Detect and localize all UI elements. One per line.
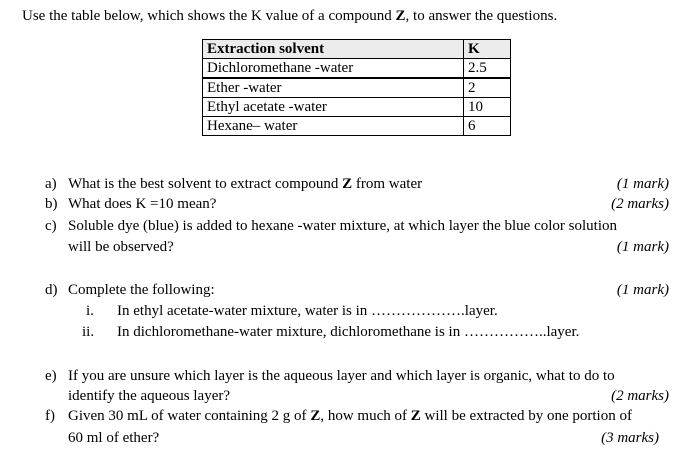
question-d-letter: d): [45, 282, 58, 298]
question-d-marks: (1 mark): [616, 282, 669, 298]
question-a-text: [68, 174, 422, 194]
question-f-end: will be extracted by one portion of: [420, 408, 632, 424]
question-c-line1: Soluble dye (blue) is added to hexane -water mixture, at which layer the blue color solution: [68, 218, 618, 234]
question-f-post: , how much of: [320, 408, 411, 424]
question-b-text: What does K =10 mean?: [68, 196, 217, 212]
question-b-marks: (2 marks): [611, 196, 669, 212]
header-extraction-solvent: Extraction solvent: [203, 40, 464, 59]
question-a-marks: (1 mark): [616, 176, 669, 192]
table-cell-k: 2: [464, 78, 511, 98]
question-f-line2: 60 ml of ether?: [68, 430, 160, 446]
question-f-marks: (3 marks): [601, 430, 659, 446]
table-row: [203, 78, 511, 98]
table-row: [203, 59, 511, 79]
table-row: [203, 98, 511, 117]
question-a-letter: a): [45, 176, 57, 192]
table-cell-k: 2.5: [464, 59, 511, 79]
table-cell-k: 6: [464, 117, 511, 136]
intro-post: , to answer the questions.: [405, 8, 558, 24]
table-header-row: [203, 40, 511, 59]
table-cell-solvent: Ethyl acetate -water: [203, 98, 464, 117]
question-d-item-num: i.: [86, 303, 94, 319]
header-k: K: [464, 40, 511, 59]
question-a-post: from water: [352, 176, 423, 192]
question-a-pre: What is the best solvent to extract compound: [68, 176, 343, 192]
question-a-bold: Z: [342, 176, 353, 192]
table-cell-solvent: Hexane– water: [203, 117, 464, 136]
question-f-line1: [68, 406, 632, 426]
table-row: [203, 117, 511, 136]
question-f-bold2: Z: [410, 408, 421, 424]
question-c-marks: (1 mark): [616, 239, 669, 255]
intro-pre: Use the table below, which shows the K value of a compound: [22, 8, 396, 24]
question-b-letter: b): [45, 196, 58, 212]
question-f-bold: Z: [310, 408, 321, 424]
question-d-item-text: In dichloromethane-water mixture, dichloromethane is in ……………..layer.: [117, 324, 580, 340]
question-f-letter: f): [45, 408, 55, 424]
question-c-letter: c): [45, 218, 57, 234]
table-cell-solvent: Dichloromethane -water: [203, 59, 464, 79]
k-value-table: [202, 39, 511, 136]
intro-text: [22, 6, 557, 26]
question-c-line2: will be observed?: [68, 239, 174, 255]
table-cell-solvent: Ether -water: [203, 78, 464, 98]
question-d-item-text: In ethyl acetate-water mixture, water is in ……………….layer.: [117, 303, 498, 319]
intro-bold: Z: [395, 8, 406, 24]
question-e-line2: identify the aqueous layer?: [68, 388, 231, 404]
table-cell-k: 10: [464, 98, 511, 117]
question-f-pre: Given 30 mL of water containing 2 g of: [68, 408, 311, 424]
question-e-line1: If you are unsure which layer is the aqueous layer and which layer is organic, what to do to: [68, 368, 615, 384]
question-e-marks: (2 marks): [611, 388, 669, 404]
question-d-text: Complete the following:: [68, 282, 215, 298]
question-d-item-num: ii.: [82, 324, 95, 340]
question-e-letter: e): [45, 368, 57, 384]
